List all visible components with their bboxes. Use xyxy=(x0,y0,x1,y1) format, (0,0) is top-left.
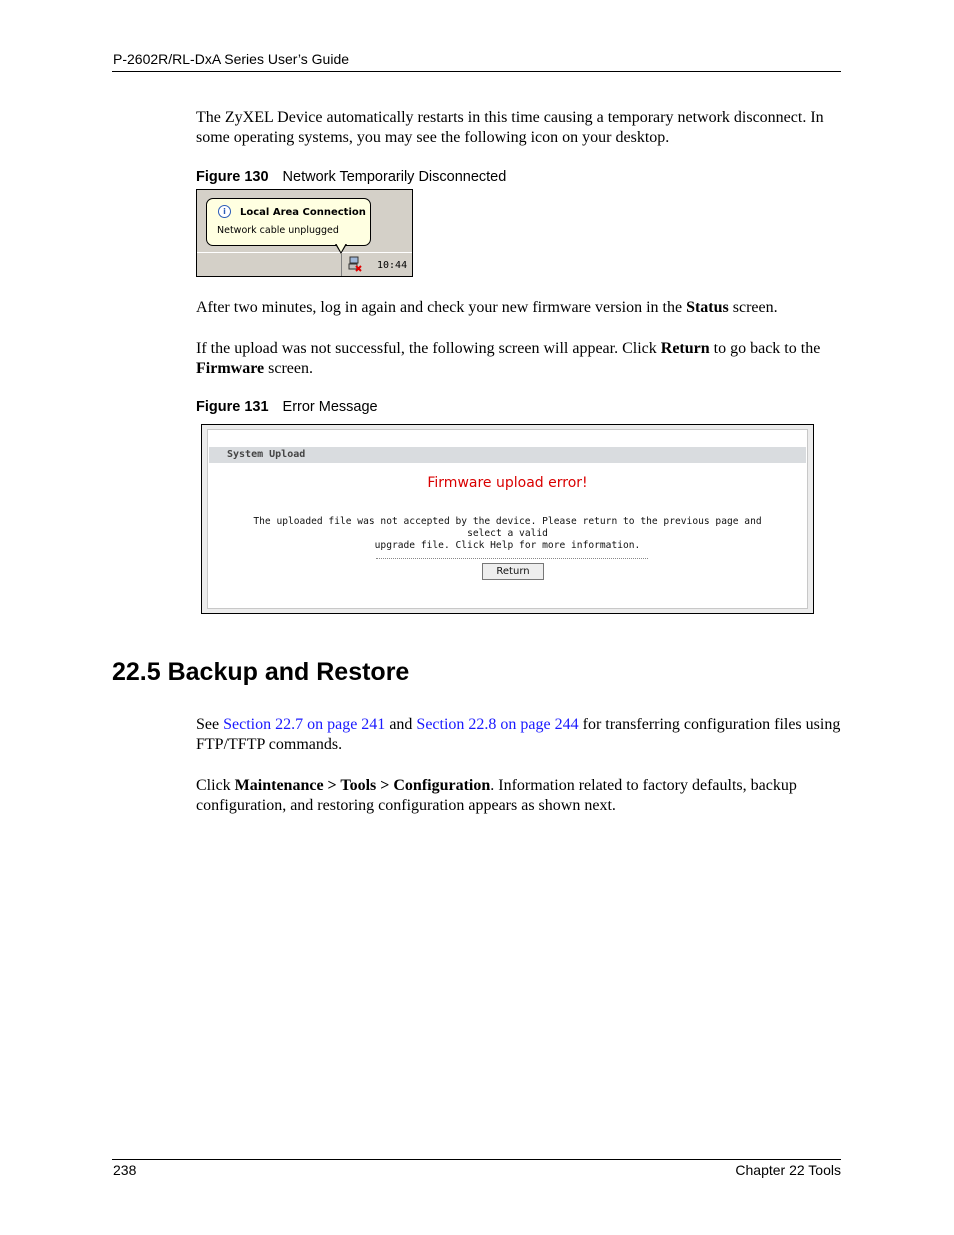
chapter-title: Chapter 22 Tools xyxy=(735,1162,841,1178)
page-number: 238 xyxy=(113,1162,137,1178)
taskbar-top-edge xyxy=(197,252,412,253)
figure-130-title: Network Temporarily Disconnected xyxy=(282,169,507,185)
section-heading: 22.5 Backup and Restore xyxy=(112,658,410,686)
figure-131-caption xyxy=(196,399,378,415)
error-message-screenshot xyxy=(201,424,814,614)
figure-131-label: Figure 131 xyxy=(196,399,269,415)
section-22-8-link[interactable]: Section 22.8 on page 244 xyxy=(416,716,579,733)
notification-balloon[interactable] xyxy=(206,198,371,246)
return-button[interactable]: Return xyxy=(482,563,544,580)
footer-rule xyxy=(112,1159,841,1160)
see-sections-paragraph: See Section 22.7 on page 241 and Section 22.8 on page 244 for transferring configuration files using FTP/TFTP commands. xyxy=(196,716,841,753)
figure-131-title: Error Message xyxy=(282,399,378,415)
info-icon: i xyxy=(218,205,231,218)
network-disconnected-screenshot xyxy=(196,189,413,277)
return-term: Return xyxy=(660,340,710,357)
intro-paragraph: The ZyXEL Device automatically restarts in this time causing a temporary network disconnect. In some operating systems, you may see the following icon on your desktop. xyxy=(196,109,824,146)
network-disconnected-icon[interactable] xyxy=(348,256,362,272)
error-message: The uploaded file was not accepted by the device. Please return to the previous page and select a valid upgrade file. Click Help for more information. xyxy=(253,516,762,551)
header-rule xyxy=(112,71,841,72)
error-panel xyxy=(207,429,808,609)
click-configuration-paragraph: Click Maintenance > Tools > Configuration. Information related to factory defaults, backup configuration, and restoring configuration appears as shown next. xyxy=(196,777,797,814)
firmware-term: Firmware xyxy=(196,360,265,377)
balloon-title: Local Area Connection xyxy=(240,207,366,218)
panel-title: System Upload xyxy=(209,447,806,463)
running-header: P-2602R/RL-DxA Series User’s Guide xyxy=(113,51,350,67)
menu-path: Maintenance > Tools > Configuration xyxy=(234,777,491,794)
status-term: Status xyxy=(686,299,729,316)
balloon-message: Network cable unplugged xyxy=(217,225,339,236)
dotted-divider xyxy=(376,558,648,559)
figure-130-label: Figure 130 xyxy=(196,169,269,185)
section-22-7-link[interactable]: Section 22.7 on page 241 xyxy=(223,716,386,733)
taskbar-clock: 10:44 xyxy=(377,260,408,271)
error-title: Firmware upload error! xyxy=(427,475,588,491)
upload-failed-paragraph: If the upload was not successful, the following screen will appear. Click Return to go back to the Firmware screen. xyxy=(196,340,821,377)
tray-separator xyxy=(341,254,342,276)
figure-130-caption xyxy=(196,169,506,185)
balloon-tail-fill xyxy=(336,243,346,252)
after-upload-paragraph: After two minutes, log in again and check your new firmware version in the Status screen. xyxy=(196,299,778,316)
